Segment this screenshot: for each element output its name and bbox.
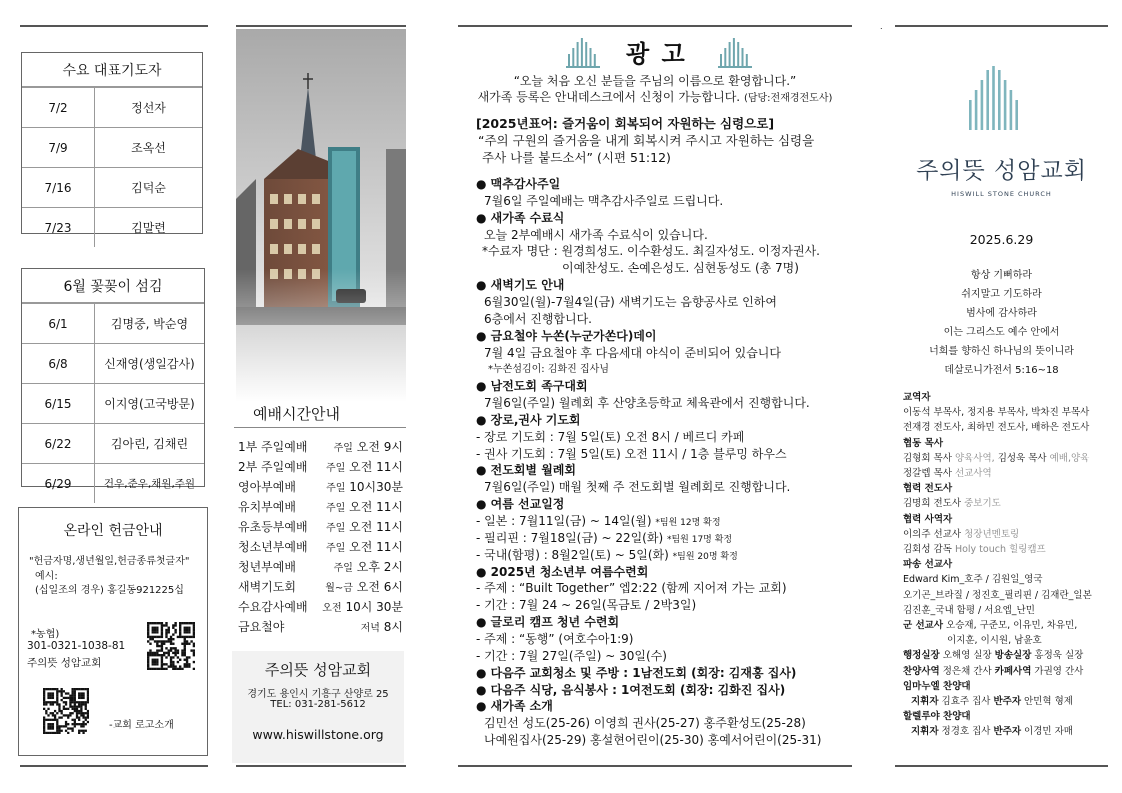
announcement-line: - 필리핀 : 7월18일(금) ~ 22일(화) (476, 530, 664, 545)
staff-role: 카페사역 (994, 665, 1032, 677)
bank-account: 301-0321-1038-81 (27, 640, 126, 652)
worship-time: 오전 6시 (356, 580, 403, 594)
table-row (22, 168, 202, 208)
staff-names: 오해영 실장 (939, 650, 995, 662)
table-row (22, 128, 202, 168)
staff-names: 김성욱 목사 (994, 452, 1050, 464)
welcome-contact: (담당:전재경전도사) (743, 93, 833, 104)
staff-line (903, 452, 1089, 465)
table-row (22, 424, 204, 464)
church-tel: TEL: 031-281-5612 (270, 699, 366, 710)
staff-role: 행정실장 (903, 650, 940, 662)
announcement-line: ● 2025년 청소년부 여름수련회 (476, 564, 649, 579)
table-row (22, 384, 204, 424)
staff-names: 가권영 간사 (1031, 665, 1084, 677)
worship-time: 오전 11시 (349, 520, 403, 534)
announcement-line: - 국내(함평) : 8월2일(토) ~ 5일(화) (476, 547, 669, 562)
church-address: 경기도 용인시 기흥구 산양로 25 (247, 689, 389, 700)
announcement-text (484, 346, 781, 361)
logo-qr-code[interactable] (43, 688, 89, 734)
staff-heading: 임마누엘 찬양대 (903, 680, 971, 692)
announcement-text (476, 581, 787, 596)
staff-heading: 협력 전도사 (903, 483, 953, 495)
cover-date: 2025.6.29 (969, 232, 1034, 247)
motto-line-1: “주의 구원의 즐거움을 내게 회복시켜 주시고 자원하는 심령을 (478, 133, 815, 148)
motto-title: [2025년표어: 즐거움이 회복되어 자원하는 심령으로] (476, 116, 775, 131)
worship-day: 주일 (325, 463, 346, 474)
announcement-text (484, 295, 777, 310)
announcement-heading (476, 565, 648, 580)
schedule-name: 조옥선 (95, 128, 203, 168)
worship-day: 저녁 (360, 623, 380, 634)
announcement-line: ● 새가족 소개 (476, 699, 553, 714)
worship-day: 주일 (333, 563, 353, 574)
staff-line (903, 710, 971, 723)
staff-ministry: 선교사역 (954, 468, 992, 479)
announcement-text (476, 531, 732, 548)
staff-role: 찬양사역 (903, 665, 940, 677)
announcement-text (476, 598, 696, 613)
motto-line-2: 주사 나를 붙드소서” (시편 51:12) (482, 150, 671, 165)
announcement-line: - 기간 : 7월 27일(주일) ~ 30일(수) (476, 648, 667, 663)
staff-line (903, 604, 1035, 617)
announcement-line: - 기간 : 7월 24 ~ 26일(목금토 / 2박3일) (476, 598, 697, 613)
account-holder: 주의뜻 성암교회 (27, 657, 102, 669)
worship-day: 주일 (325, 523, 346, 534)
announcement-text (476, 447, 787, 462)
table-row (22, 304, 204, 344)
staff-names: 이경민 자매 (1021, 726, 1073, 738)
staff-line (903, 649, 1083, 662)
announcement-text (476, 514, 721, 531)
announcement-text (476, 430, 744, 445)
worship-day: 월~금 (325, 583, 353, 594)
announcement-line: ● 다음주 교회청소 및 주방 : 1남전도회 (회장: 김재홍 집사) (476, 665, 797, 680)
announcement-text (484, 396, 810, 411)
schedule-name: 이지영(고국방문) (95, 384, 205, 424)
staff-names: 이의주 선교사 (903, 528, 965, 540)
wednesday-prayer-title: 수요 대표기도자 (22, 53, 202, 87)
schedule-name: 김덕순 (95, 168, 203, 208)
worship-name: 수요감사예배 (238, 600, 308, 614)
worship-time: 8시 (383, 620, 403, 634)
staff-line (911, 725, 1073, 738)
welcome-register: 새가족 등록은 안내데스크에서 신청이 가능합니다. (477, 90, 741, 104)
announcement-line: 7월6일(주일) 매월 첫째 주 전도회별 월례회로 진행합니다. (484, 480, 791, 495)
staff-names: 정갈렙 목사 (903, 468, 955, 479)
staff-line (903, 421, 1089, 434)
church-logo-icon (566, 38, 600, 68)
flower-title: 6월 꽃꽂이 섬김 (22, 269, 204, 303)
cover-church-english: HISWILL STONE CHURCH (951, 190, 1052, 198)
announcement-text (484, 480, 790, 495)
announcement-line: ● 금요철야 누쏜(누군가쏜다)데이 (476, 328, 657, 343)
worship-time: 오전 11시 (349, 500, 403, 514)
staff-role: 반주자 (993, 726, 1022, 738)
worship-day: 주일 (333, 443, 353, 454)
staff-names: 전재경 전도사, 최하민 전도사, 배하은 전도사 (903, 422, 1090, 434)
announcement-heading (476, 683, 785, 698)
staff-heading: 협력 사역자 (903, 513, 953, 525)
church-info-box (232, 651, 404, 763)
table-row (22, 344, 204, 384)
announcement-line: - 주제 : “Built Together” 엡2:22 (함께 지어져 가는 교회) (476, 581, 787, 596)
worship-name: 유초등부예배 (238, 520, 308, 534)
top-rule (236, 25, 406, 27)
staff-line (903, 528, 1019, 541)
staff-heading: 협동 목사 (903, 437, 944, 449)
announcement-heading (476, 615, 619, 630)
worship-row (238, 538, 403, 555)
announcement-line: - 주제 : “동행” (여호수아1:9) (476, 631, 634, 646)
announcement-line: ● 여름 선교일정 (476, 497, 565, 512)
announcement-heading (476, 463, 576, 478)
verse-line: 쉬지말고 기도하라 (961, 289, 1042, 300)
schedule-name: 김말련 (95, 208, 203, 248)
wednesday-prayer-table (22, 87, 202, 247)
schedule-name: 건우,준우,채원,주원 (95, 464, 205, 504)
staff-line (903, 573, 1043, 586)
bottom-rule (20, 765, 208, 767)
bank-name: *농협) (31, 629, 60, 640)
staff-names: 홍정욱 실장 (1031, 650, 1084, 662)
church-name: 주의뜻 성암교회 (264, 661, 372, 679)
staff-line (903, 589, 1092, 602)
announcement-line: 이예찬성도. 손예은성도. 심현동성도 (총 7명) (562, 261, 799, 276)
announcement-line: ● 다음주 식당, 음식봉사 : 1여전도회 (회장: 김화진 집사) (476, 682, 786, 697)
worship-time-group (325, 578, 403, 595)
announcement-line: 나예원집사(25-29) 홍설현어린이(25-30) 홍예서어린이(25-31) (484, 733, 822, 748)
staff-names: 김효주 집사 (938, 696, 994, 707)
schedule-date: 6/29 (22, 464, 95, 504)
worship-row (238, 438, 403, 455)
staff-line (903, 482, 952, 495)
staff-line (903, 406, 1089, 419)
staff-names: 오승재, 구준모, 이유민, 차유민, (943, 620, 1078, 631)
staff-line (903, 680, 971, 693)
staff-role: 지휘자 (911, 726, 939, 738)
verse-line: 너희를 향하신 하나님의 뜻이니라 (929, 346, 1074, 357)
announcement-heading (476, 666, 796, 681)
schedule-name: 김아린, 김채린 (95, 424, 205, 464)
announcement-line: - 장로 기도회 : 7월 5일(토) 오전 8시 / 베르디 카페 (476, 429, 745, 444)
announcement-line: ● 전도회별 월례회 (476, 463, 576, 478)
worship-time-group (361, 618, 403, 635)
table-row (22, 208, 202, 248)
schedule-date: 6/15 (22, 384, 95, 424)
staff-line (911, 695, 1073, 708)
announcement-line: *수료자 명단 : 원경희성도. 이수환성도. 최길자성도. 이정자권사. (482, 244, 820, 259)
announcement-heading (476, 211, 564, 226)
announcement-line: 7월6일 주일예배는 맥추감사주일로 드립니다. (484, 193, 724, 208)
worship-title: 예배시간안내 (253, 405, 340, 423)
church-logo-icon (966, 66, 1022, 130)
verse-line: 범사에 감사하라 (966, 308, 1037, 319)
worship-time: 오전 11시 (349, 460, 403, 474)
schedule-name: 신재영(생일감사) (95, 344, 205, 384)
offering-example-label: 예시: (35, 571, 58, 582)
top-rule (895, 25, 1108, 27)
worship-row (238, 558, 403, 575)
worship-name: 2부 주일예배 (238, 460, 308, 474)
announcement-text (484, 716, 806, 731)
church-logo-icon (718, 38, 752, 68)
staff-names: 이동석 부목사, 정지용 부목사, 박차진 부목사 (903, 407, 1090, 419)
worship-row (238, 618, 403, 635)
worship-time-group (334, 558, 403, 575)
staff-heading: 교역자 (903, 392, 931, 403)
worship-name: 영아부예배 (238, 480, 296, 494)
announcement-text (476, 649, 667, 664)
worship-row (238, 598, 403, 615)
announcement-line: ● 장로,권사 기도회 (476, 412, 581, 427)
staff-names: 안민혁 형제 (1021, 696, 1073, 707)
offering-format: "헌금자명,생년월일,헌금종류첫글자" (29, 556, 190, 567)
worship-row (238, 578, 403, 595)
worship-time-group (334, 438, 403, 455)
schedule-date: 6/22 (22, 424, 95, 464)
worship-time: 10시 30분 (345, 600, 403, 614)
team-note: *팀원 12명 확정 (655, 518, 721, 528)
announcement-heading (476, 497, 564, 512)
schedule-date: 7/16 (22, 168, 95, 208)
offering-box (18, 507, 208, 756)
top-rule (20, 25, 208, 27)
welcome-line-1: “오늘 처음 오신 분들을 주님의 이름으로 환영합니다.” (513, 74, 797, 88)
bottom-rule (895, 765, 1108, 767)
staff-ministry: 양육사역, (954, 452, 995, 464)
announcement-text (484, 312, 592, 327)
flower-box (21, 268, 205, 491)
bottom-rule (458, 765, 852, 767)
announcement-line: ● 맥추감사주일 (476, 177, 561, 191)
announcement-heading (476, 379, 588, 394)
announcement-text (562, 261, 799, 276)
schedule-date: 7/2 (22, 88, 95, 128)
worship-schedule (238, 438, 403, 638)
staff-ministry: 청장년멘토링 (964, 528, 1020, 540)
staff-heading: 파송 선교사 (903, 559, 953, 571)
staff-line (947, 634, 1042, 647)
announcement-text (484, 194, 723, 209)
staff-line (903, 467, 992, 480)
staff-names: 정경호 집사 (938, 726, 994, 738)
church-website[interactable]: www.hiswillstone.org (252, 727, 384, 742)
logo-caption: -교회 로고소개 (109, 720, 174, 731)
staff-ministry: 예배,양육 (1049, 452, 1090, 464)
worship-name: 1부 주일예배 (238, 440, 308, 454)
staff-list (903, 391, 1108, 761)
worship-time-group (326, 518, 403, 535)
worship-time-group (326, 478, 403, 495)
worship-time: 오전 11시 (349, 540, 403, 554)
staff-role: 군 선교사 (903, 620, 944, 631)
worship-name: 유치부예배 (238, 500, 296, 514)
schedule-date: 6/8 (22, 344, 95, 384)
offering-example: (십일조의 경우) 홍길동921225십 (35, 585, 184, 596)
worship-time: 10시30분 (349, 480, 403, 494)
announcement-line: ● 새가족 수료식 (476, 210, 565, 225)
announcement-line: - 권사 기도회 : 7월 5일(토) 오전 11시 / 1층 블루밍 하우스 (476, 446, 787, 461)
table-row (22, 88, 202, 128)
cover-church-name: 주의뜻 성암교회 (916, 158, 1087, 184)
staff-names: 김명희 전도사 (903, 498, 965, 510)
worship-time-group (326, 498, 403, 515)
fold-mark: . (880, 22, 883, 31)
staff-role: 지휘자 (911, 696, 939, 707)
announcement-text (476, 548, 738, 565)
worship-row (238, 458, 403, 475)
announcement-line: ● 글로리 캠프 청년 수련회 (476, 615, 620, 630)
staff-ministry: 중보기도 (964, 498, 1001, 510)
schedule-date: 6/1 (22, 304, 95, 344)
staff-ministry: Holy touch 힐링캠프 (954, 544, 1046, 555)
staff-names: 김형회 목사 (903, 452, 955, 464)
staff-line (903, 497, 1001, 510)
staff-role: 방송실장 (994, 650, 1032, 662)
staff-line (903, 513, 952, 526)
table-row (22, 464, 204, 504)
announcement-line: - 일본 : 7월11일(금) ~ 14일(월) (476, 514, 652, 528)
announcement-line: *누쏜섬김이: 김화진 집사님 (488, 364, 609, 376)
announcement-line: 7월6일(주일) 월례회 후 산양초등학교 체육관에서 진행합니다. (484, 396, 810, 411)
verse-line: 이는 그리스도 예수 안에서 (943, 327, 1060, 338)
staff-names: 정은채 간사 (939, 665, 995, 677)
announcement-heading (476, 177, 560, 192)
announcement-text (482, 244, 820, 259)
schedule-name: 김명중, 박순영 (95, 304, 205, 344)
schedule-name: 정선자 (95, 88, 203, 128)
staff-names: 이지훈, 이시원, 남윤호 (947, 635, 1042, 647)
worship-time-group (326, 458, 403, 475)
team-note: *팀원 20명 확정 (672, 551, 738, 562)
worship-time-group (326, 538, 403, 555)
worship-name: 청소년부예배 (238, 540, 308, 554)
announcement-line: 오늘 2부예배시 새가족 수료식이 있습니다. (484, 227, 708, 242)
announcement-line: ● 새벽기도 안내 (476, 278, 565, 293)
worship-row (238, 478, 403, 495)
announcement-text (476, 632, 633, 647)
staff-names: Edward Kim_호주 / 김원일_영국 (903, 574, 1043, 586)
team-note: *팀원 17명 확정 (666, 534, 733, 545)
verse-line: 항상 기뻐하라 (970, 270, 1033, 281)
worship-day: 주일 (325, 543, 346, 554)
worship-row (238, 498, 403, 515)
announcement-heading (476, 699, 553, 714)
staff-line (903, 665, 1083, 678)
wednesday-prayer-box (21, 52, 203, 234)
worship-day: 주일 (326, 483, 346, 494)
schedule-date: 7/9 (22, 128, 95, 168)
announcement-line: 6층에서 진행합니다. (484, 311, 593, 326)
announcement-text (484, 733, 821, 748)
worship-name: 새벽기도회 (238, 580, 296, 594)
staff-names: 오기곤_브라질 / 정진호_필리핀 / 김재란_일본 (903, 589, 1092, 601)
staff-names: 김회성 감독 (903, 544, 955, 555)
offering-title: 온라인 헌금안내 (63, 523, 163, 539)
verse-line: 데살로니가전서 5:16~18 (944, 365, 1059, 376)
welcome-line-2 (458, 88, 852, 105)
worship-row (238, 518, 403, 535)
announcement-line: ● 남전도회 족구대회 (476, 379, 588, 394)
announcement-line: 7월 4일 금요철야 후 다음세대 야식이 준비되어 있습니다 (484, 345, 781, 360)
flower-table (22, 303, 204, 503)
staff-names: 김진훈_국내 함평 / 서요엡_난민 (903, 604, 1035, 616)
worship-name: 청년부예배 (238, 560, 296, 574)
staff-line (903, 619, 1077, 632)
worship-time-group (322, 598, 403, 615)
worship-day: 오전 (322, 603, 342, 614)
cover-verse (895, 266, 1108, 376)
announcement-text (484, 228, 708, 243)
announcement-line: 김민선 성도(25-26) 이영희 권사(25-27) 홍주환성도(25-28) (484, 716, 806, 731)
ads-title: 광 고 (626, 40, 687, 68)
bottom-rule (236, 765, 406, 767)
announcement-heading (476, 413, 581, 428)
worship-day: 주일 (325, 503, 346, 514)
staff-line (903, 543, 1046, 556)
staff-heading: 할렐루야 찬양대 (903, 711, 971, 723)
worship-time: 오후 2시 (356, 560, 403, 574)
schedule-date: 7/23 (22, 208, 95, 248)
announcement-heading (476, 278, 564, 293)
worship-divider (234, 427, 406, 428)
top-rule (458, 25, 852, 27)
announcement-heading (476, 329, 657, 344)
staff-role: 반주자 (993, 696, 1022, 707)
church-building-photo (236, 29, 406, 402)
announcements-list (476, 177, 854, 757)
staff-line (903, 437, 943, 450)
announcement-line: 6월30일(월)-7월4일(금) 새벽기도는 음향공사로 인하여 (484, 294, 777, 309)
staff-line (903, 391, 931, 404)
worship-name: 금요철야 (238, 620, 285, 634)
staff-line (903, 558, 952, 571)
offering-qr-code[interactable] (147, 622, 195, 670)
worship-time: 오전 9시 (356, 440, 403, 454)
announcement-text (488, 362, 609, 377)
